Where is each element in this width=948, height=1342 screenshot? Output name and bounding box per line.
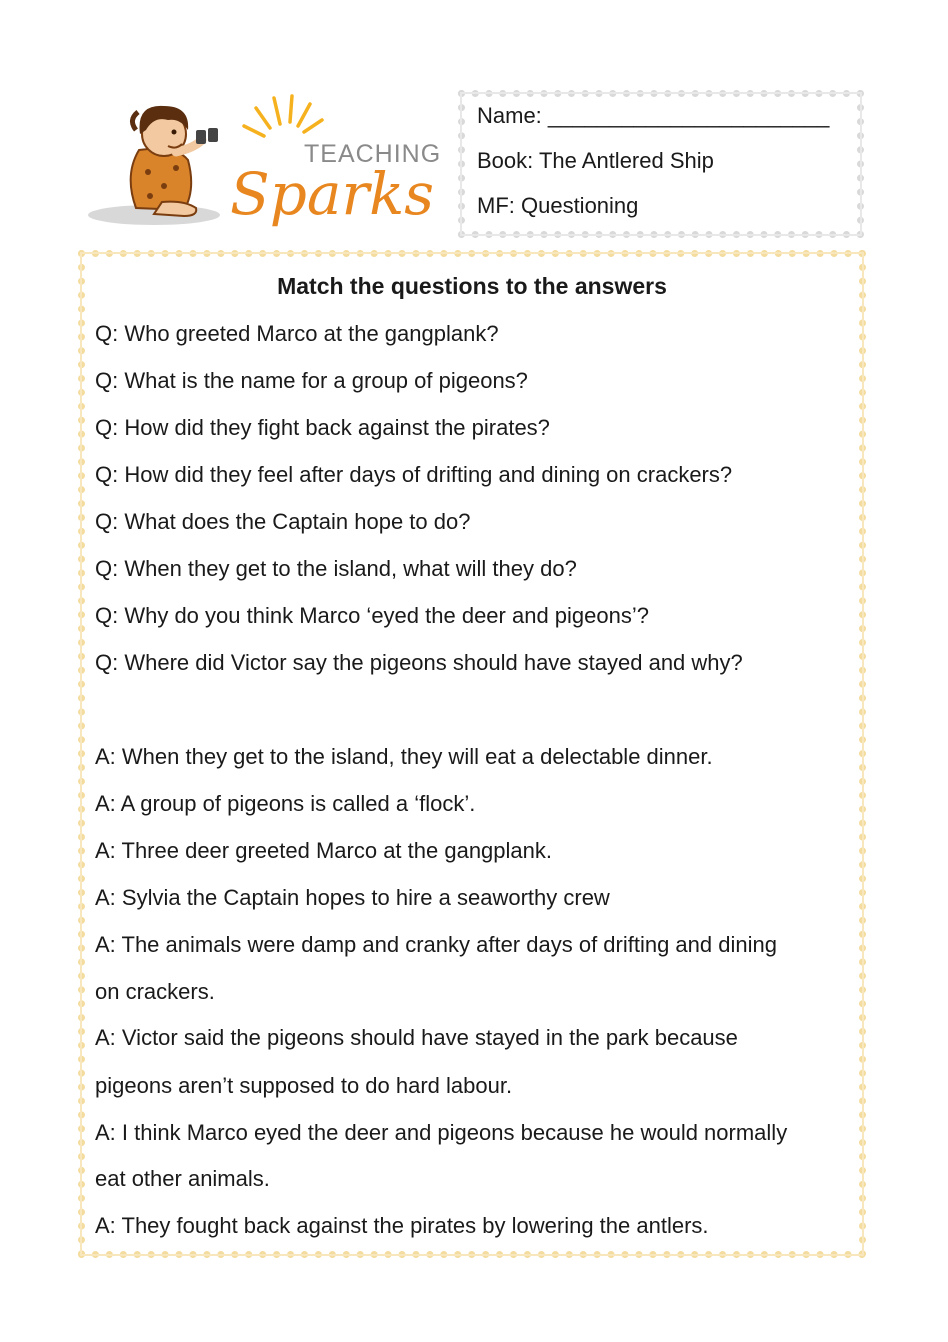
question-8: Q: Where did Victor say the pigeons should have stayed and why? — [95, 650, 743, 675]
answer-line-5-continued: on crackers. — [95, 979, 215, 1004]
question-3: Q: How did they fight back against the pirates? — [95, 415, 550, 440]
answer-line-1: A: When they get to the island, they will eat a delectable dinner. — [95, 744, 713, 769]
question-6: Q: When they get to the island, what will they do? — [95, 556, 577, 581]
answer-line-6: A: Victor said the pigeons should have stayed in the park because — [95, 1025, 738, 1050]
answer-line-2: A: A group of pigeons is called a ‘flock’. — [95, 791, 476, 816]
answer-line-5: A: The animals were damp and cranky after days of drifting and dining — [95, 932, 777, 957]
answer-line-6-continued: pigeons aren’t supposed to do hard labour. — [95, 1073, 513, 1098]
question-7: Q: Why do you think Marco ‘eyed the deer and pigeons’? — [95, 603, 649, 628]
worksheet-title: Match the questions to the answers — [277, 273, 667, 299]
book-line: Book: The Antlered Ship — [477, 150, 714, 173]
answer-line-3: A: Three deer greeted Marco at the gangplank. — [95, 838, 552, 863]
teaching-sparks-logo — [84, 90, 444, 232]
answer-line-7: A: I think Marco eyed the deer and pigeons because he would normally — [95, 1120, 788, 1145]
brand-top-text: TEACHING — [304, 140, 442, 168]
question-1: Q: Who greeted Marco at the gangplank? — [95, 321, 499, 346]
answer-line-4: A: Sylvia the Captain hopes to hire a seaworthy crew — [95, 885, 610, 910]
answer-line-8: A: They fought back against the pirates by lowering the antlers. — [95, 1213, 709, 1238]
answer-line-7-continued: eat other animals. — [95, 1166, 270, 1191]
question-4: Q: How did they feel after days of drifting and dining on crackers? — [95, 462, 733, 487]
name-line[interactable]: Name: _______________________ — [477, 105, 830, 128]
worksheet-box — [78, 250, 866, 1258]
student-info-box — [458, 90, 864, 238]
mf-line: MF: Questioning — [477, 195, 639, 218]
question-5: Q: What does the Captain hope to do? — [95, 509, 471, 534]
caveman-with-binoculars-icon — [131, 106, 218, 216]
teaching-sparks-logo-graphic — [84, 90, 444, 232]
question-2: Q: What is the name for a group of pigeons? — [95, 368, 528, 393]
sun-rays-icon — [244, 96, 322, 136]
brand-bottom-text: Sparks — [230, 160, 435, 228]
